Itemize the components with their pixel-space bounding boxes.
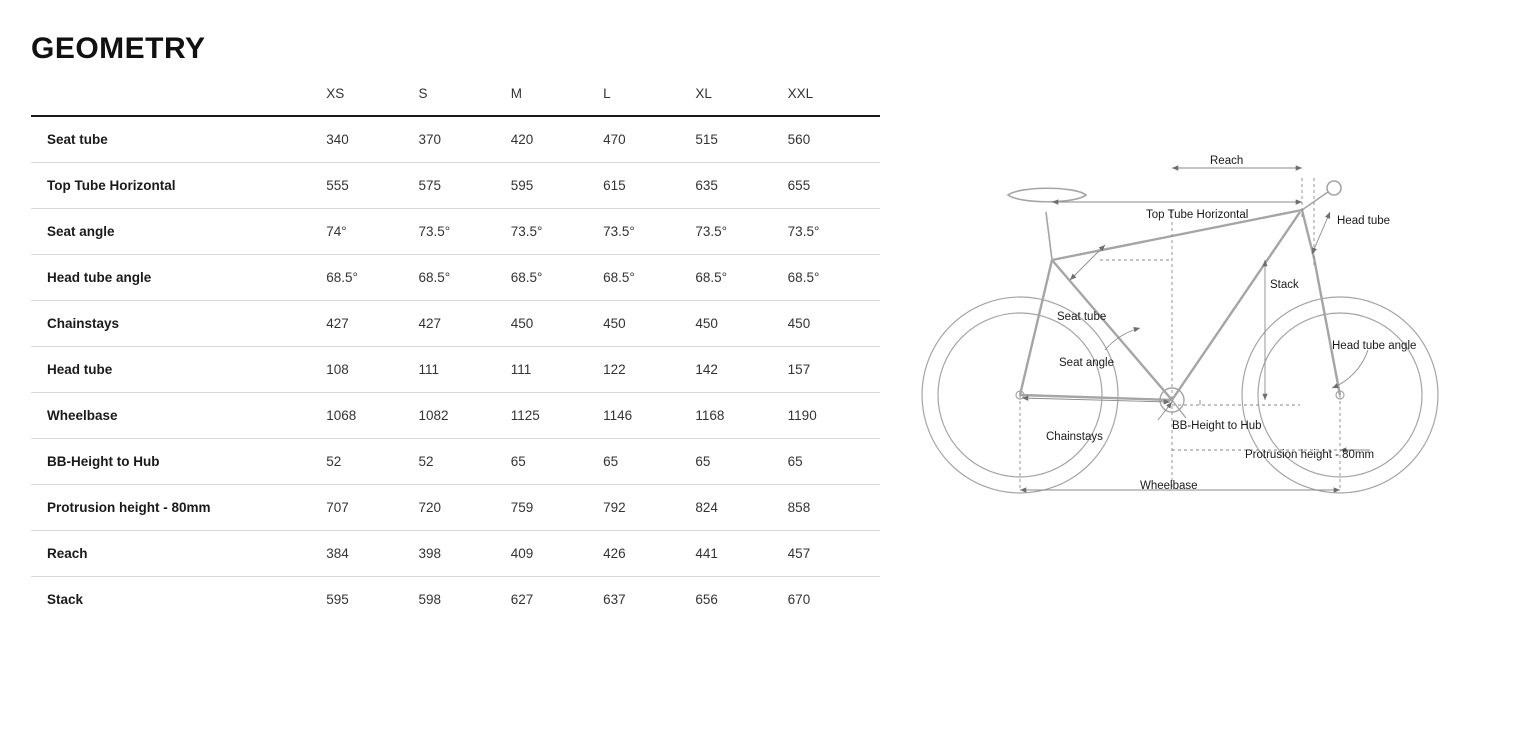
cell-xxl: 450 [788, 301, 880, 347]
table-row [31, 255, 880, 301]
cell-l: 470 [603, 116, 695, 163]
row-label: Wheelbase [31, 393, 326, 439]
cell-xl: 635 [695, 163, 787, 209]
cell-xs: 108 [326, 347, 418, 393]
seatpost [1046, 212, 1052, 260]
table-header [31, 86, 880, 116]
cell-xs: 555 [326, 163, 418, 209]
table-header-row [31, 86, 880, 116]
cell-l: 426 [603, 531, 695, 577]
table-row [31, 531, 880, 577]
cell-xl: 73.5° [695, 209, 787, 255]
label-protrusion-height: Protrusion height - 80mm [1245, 449, 1375, 461]
cell-xs: 52 [326, 439, 418, 485]
cell-xxl: 655 [788, 163, 880, 209]
table-row [31, 163, 880, 209]
down-tube-line [1172, 212, 1300, 400]
cell-m: 73.5° [511, 209, 603, 255]
row-label: Head tube [31, 347, 326, 393]
seat-angle-arc [1105, 328, 1140, 350]
row-label: Seat angle [31, 209, 326, 255]
cell-s: 598 [418, 592, 442, 607]
table-row [31, 577, 880, 623]
label-reach: Reach [1210, 155, 1244, 167]
cell-s: 52 [418, 439, 510, 485]
table-body [31, 116, 880, 622]
stem [1302, 192, 1328, 210]
table-row [31, 209, 880, 255]
seat-tube-dim-line [1070, 245, 1105, 280]
column-header-label [31, 86, 326, 116]
label-bb-height-to-hub: BB-Height to Hub [1172, 420, 1262, 432]
cell-m: 65 [511, 439, 603, 485]
cell-xl: 824 [695, 485, 787, 531]
cell-m: 1125 [511, 393, 603, 439]
cell-m: 409 [511, 531, 603, 577]
label-top-tube-horizontal: Top Tube Horizontal [1146, 209, 1249, 221]
cell-xxl: 560 [788, 116, 880, 163]
row-label: Top Tube Horizontal [31, 163, 326, 209]
cell-xxl: 1190 [788, 393, 880, 439]
label-stack: Stack [1270, 279, 1299, 291]
column-header-xs: XS [326, 86, 345, 101]
label-head-tube: Head tube [1337, 215, 1391, 227]
cell-l: 637 [603, 592, 626, 607]
cell-xl: 65 [695, 439, 787, 485]
dimension-labels [1046, 155, 1416, 492]
cell-l: 73.5° [603, 209, 695, 255]
page-title: GEOMETRY [31, 32, 206, 65]
fork-line [1314, 258, 1340, 395]
cell-l: 1146 [603, 393, 695, 439]
cell-l: 65 [603, 439, 695, 485]
cell-m: 111 [511, 347, 603, 393]
cell-m: 627 [510, 592, 534, 607]
cell-xs: 340 [326, 116, 418, 163]
cell-m: 450 [511, 301, 603, 347]
seat-stay [1020, 260, 1052, 395]
label-wheelbase: Wheelbase [1140, 480, 1198, 492]
label-seat-angle: Seat angle [1059, 357, 1114, 369]
table-row [31, 301, 880, 347]
chainstay [1020, 395, 1172, 400]
cell-xxl: 68.5° [788, 255, 880, 301]
grip [1327, 181, 1341, 195]
bike-geometry-diagram [900, 150, 1520, 550]
geometry-table [31, 86, 880, 622]
cell-xs: 427 [326, 301, 418, 347]
cell-xxl: 65 [788, 439, 880, 485]
row-label: Seat tube [31, 116, 326, 163]
head-tube-dim-line [1312, 212, 1330, 254]
cell-xl: 441 [695, 531, 787, 577]
cell-xl: 515 [695, 116, 787, 163]
cell-xl: 68.5° [695, 255, 787, 301]
table-row [31, 347, 880, 393]
column-header-xl: XL [695, 86, 712, 101]
cell-s: 370 [418, 116, 510, 163]
cell-s: 398 [418, 531, 510, 577]
cell-m: 595 [511, 163, 603, 209]
cell-xl: 656 [695, 592, 718, 607]
column-header-l: L [603, 86, 611, 101]
row-label: Stack [47, 592, 84, 607]
cell-m: 759 [511, 485, 603, 531]
cell-s: 720 [418, 485, 510, 531]
table-row [31, 116, 880, 163]
cell-l: 122 [603, 347, 695, 393]
row-label: Protrusion height - 80mm [31, 485, 326, 531]
cell-xl: 1168 [695, 393, 787, 439]
frame-tubes [1020, 210, 1302, 400]
cell-xs: 68.5° [326, 255, 418, 301]
column-header-m: M [510, 86, 523, 101]
cell-xl: 142 [695, 347, 787, 393]
row-label: Head tube angle [31, 255, 326, 301]
cell-l: 615 [603, 163, 695, 209]
cell-s: 1082 [418, 393, 510, 439]
column-header-s: S [418, 86, 428, 101]
column-header-xxl: XXL [787, 86, 814, 101]
cell-s: 111 [418, 347, 510, 393]
row-label: Reach [31, 531, 326, 577]
label-seat-tube: Seat tube [1057, 311, 1107, 323]
cell-m: 68.5° [511, 255, 603, 301]
cell-s: 427 [418, 301, 510, 347]
table-row [31, 393, 880, 439]
bike-outline [922, 181, 1438, 493]
cell-s: 575 [418, 163, 510, 209]
cell-xs: 1068 [326, 393, 418, 439]
cell-xxl: 73.5° [788, 209, 880, 255]
cell-s: 73.5° [418, 209, 510, 255]
handlebar [1302, 181, 1341, 210]
cell-l: 792 [603, 485, 695, 531]
cell-xs: 384 [326, 531, 418, 577]
cell-xs: 74° [326, 209, 418, 255]
cell-m: 420 [511, 116, 603, 163]
cell-l: 68.5° [603, 255, 695, 301]
cell-xxl: 457 [788, 531, 880, 577]
label-chainstays: Chainstays [1046, 431, 1103, 443]
bb-height-dim-line [1158, 402, 1172, 420]
crankset [1160, 388, 1186, 418]
cell-xxl: 157 [788, 347, 880, 393]
row-label: Chainstays [31, 301, 326, 347]
cell-l: 450 [603, 301, 695, 347]
saddle-and-post [1008, 188, 1086, 260]
cell-xxl: 858 [788, 485, 880, 531]
head-tube-line [1302, 210, 1314, 258]
label-head-tube-angle: Head tube angle [1332, 340, 1417, 352]
table-row [31, 439, 880, 485]
cell-xs: 707 [326, 485, 418, 531]
saddle [1008, 188, 1086, 202]
table-row [31, 485, 880, 531]
cell-xl: 450 [695, 301, 787, 347]
cell-s: 68.5° [418, 255, 510, 301]
cell-xxl: 670 [787, 592, 811, 607]
row-label: BB-Height to Hub [31, 439, 326, 485]
cell-xs: 595 [326, 592, 349, 607]
